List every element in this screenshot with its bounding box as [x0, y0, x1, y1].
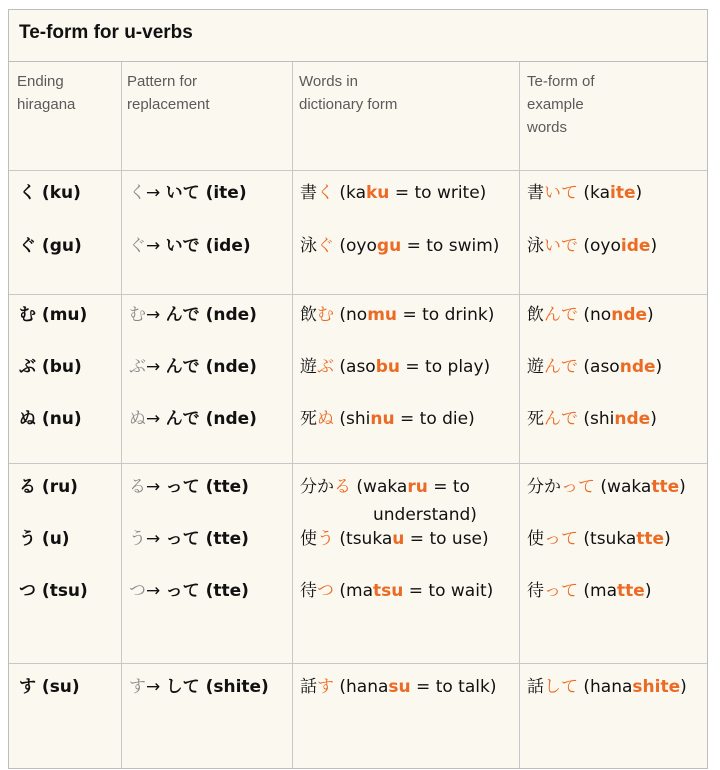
dictionary-kanji: 死: [300, 409, 317, 429]
pattern-cell: [129, 235, 251, 257]
dictionary-meaning: = to: [427, 477, 470, 497]
arrow-icon: →: [146, 581, 166, 601]
dictionary-kanji: 待: [300, 581, 317, 601]
ending-romaji: (su): [36, 677, 80, 697]
pattern-cell: [129, 476, 249, 498]
te-form-romaji: (waka: [595, 477, 652, 497]
pattern-romaji: (ite): [199, 183, 247, 203]
pattern-source-kana: う: [129, 529, 146, 549]
dictionary-meaning: = to write): [389, 183, 487, 203]
dictionary-ending: る: [334, 477, 351, 497]
pattern-source-kana: く: [129, 183, 146, 203]
te-form-cell: [527, 182, 642, 204]
te-form-romaji: (ma: [578, 581, 618, 601]
dictionary-cell: [300, 182, 486, 204]
pattern-source-kana: る: [129, 477, 146, 497]
dictionary-romaji-highlight: gu: [376, 236, 402, 256]
te-form-kanji: 泳: [527, 236, 544, 256]
te-form-ending: って: [561, 477, 595, 497]
dictionary-romaji: (no: [334, 305, 368, 325]
ending-kana: つ: [19, 581, 36, 601]
te-form-romaji-close: ): [650, 236, 658, 256]
te-form-romaji-highlight: tte: [636, 529, 665, 549]
ending-cell: [19, 528, 70, 550]
te-form-romaji-highlight: tte: [617, 581, 645, 601]
dictionary-meaning: = to use): [404, 529, 489, 549]
pattern-source-kana: ぶ: [129, 357, 146, 377]
te-form-ending: んで: [544, 357, 578, 377]
dictionary-kanji: 使: [300, 529, 317, 549]
te-form-kanji: 待: [527, 581, 544, 601]
dictionary-kanji: 泳: [300, 236, 317, 256]
dictionary-meaning: = to talk): [410, 677, 497, 697]
pattern-romaji: (tte): [199, 529, 249, 549]
row-divider: [9, 170, 707, 171]
pattern-romaji: (tte): [199, 581, 249, 601]
header-dictionary-form: Words in dictionary form: [299, 73, 398, 113]
pattern-romaji: (nde): [199, 305, 257, 325]
te-form-kanji: 死: [527, 409, 544, 429]
table-title-row: [9, 10, 707, 62]
ending-cell: [19, 408, 82, 430]
arrow-icon: →: [146, 357, 166, 377]
pattern-te-kana: いて: [165, 183, 200, 203]
dictionary-kanji: 遊: [300, 357, 317, 377]
te-form-cell: [527, 580, 651, 602]
te-form-cell: [527, 235, 657, 257]
dictionary-romaji: (ka: [334, 183, 366, 203]
te-form-romaji-close: ): [679, 477, 686, 497]
pattern-source-kana: む: [129, 305, 146, 325]
row-divider: [9, 463, 707, 464]
pattern-source-kana: す: [129, 677, 146, 697]
dictionary-cell: [300, 676, 496, 698]
ending-romaji: (ru): [36, 477, 78, 497]
ending-kana: ぶ: [19, 357, 36, 377]
dictionary-cell: [300, 528, 489, 550]
dictionary-kanji: 話: [300, 677, 317, 697]
dictionary-kanji: 飲: [300, 305, 317, 325]
dictionary-ending: む: [317, 305, 334, 325]
te-form-ending: って: [544, 581, 578, 601]
header-pattern: Pattern for replacement: [127, 73, 210, 113]
dictionary-cell: [300, 580, 493, 602]
header-ending-hiragana: Ending hiragana: [17, 73, 76, 113]
ending-romaji: (ku): [36, 183, 81, 203]
dictionary-romaji: (hana: [334, 677, 389, 697]
dictionary-meaning: = to swim): [401, 236, 500, 256]
te-form-romaji-close: ): [647, 305, 654, 325]
pattern-te-kana: って: [165, 581, 200, 601]
te-form-ending: いて: [544, 183, 578, 203]
dictionary-romaji-highlight: tsu: [373, 581, 404, 601]
pattern-te-kana: んで: [165, 305, 200, 325]
dictionary-kanji: 書: [300, 183, 317, 203]
dictionary-romaji-highlight: u: [392, 529, 405, 549]
dictionary-romaji-highlight: nu: [370, 409, 395, 429]
ending-kana: る: [19, 477, 36, 497]
dictionary-ending: ぬ: [317, 409, 334, 429]
pattern-cell: [129, 580, 249, 602]
table-title: Te-form for u-verbs: [19, 22, 193, 43]
te-form-kanji: 遊: [527, 357, 544, 377]
dictionary-cell: [300, 235, 499, 257]
ending-cell: [19, 304, 87, 326]
row-divider: [9, 294, 707, 295]
te-form-romaji-highlight: nde: [611, 305, 648, 325]
te-form-ending: して: [544, 677, 578, 697]
te-form-romaji-highlight: ite: [610, 183, 636, 203]
dictionary-ending: く: [317, 183, 334, 203]
dictionary-romaji: (waka: [351, 477, 408, 497]
ending-kana: ぐ: [19, 236, 36, 256]
dictionary-romaji: (tsuka: [334, 529, 393, 549]
ending-kana: む: [19, 305, 36, 325]
arrow-icon: →: [146, 677, 166, 697]
ending-cell: [19, 182, 81, 204]
pattern-romaji: (nde): [199, 357, 257, 377]
te-form-kanji: 分か: [527, 477, 561, 497]
pattern-romaji: (shite): [199, 677, 269, 697]
dictionary-romaji-highlight: bu: [375, 357, 400, 377]
dictionary-ending: ぐ: [317, 236, 334, 256]
arrow-icon: →: [146, 477, 166, 497]
ending-romaji: (nu): [36, 409, 82, 429]
te-form-romaji: (oyo: [578, 236, 621, 256]
pattern-te-kana: いで: [165, 236, 200, 256]
te-form-romaji-highlight: ide: [620, 236, 651, 256]
te-form-romaji-close: ): [644, 581, 652, 601]
te-form-romaji: (ka: [578, 183, 610, 203]
pattern-cell: [129, 408, 257, 430]
te-form-romaji: (hana: [578, 677, 633, 697]
ending-cell: [19, 476, 78, 498]
ending-kana: す: [19, 677, 36, 697]
dictionary-ending: う: [317, 529, 334, 549]
pattern-source-kana: ぐ: [129, 236, 146, 256]
arrow-icon: →: [146, 529, 166, 549]
dictionary-romaji: (ma: [334, 581, 374, 601]
te-form-romaji-close: ): [655, 357, 663, 377]
dictionary-meaning: = to drink): [397, 305, 495, 325]
pattern-te-kana: って: [165, 477, 200, 497]
dictionary-cell: [300, 304, 494, 326]
pattern-cell: [129, 676, 269, 698]
ending-romaji: (tsu): [36, 581, 88, 601]
pattern-te-kana: んで: [165, 409, 200, 429]
dictionary-romaji-highlight: ru: [407, 477, 428, 497]
te-form-romaji-close: ): [635, 183, 643, 203]
pattern-cell: [129, 356, 257, 378]
dictionary-romaji-highlight: su: [388, 677, 411, 697]
te-form-romaji-highlight: tte: [651, 477, 680, 497]
arrow-icon: →: [146, 183, 166, 203]
dictionary-kanji: 分か: [300, 477, 334, 497]
te-form-ending: んで: [544, 409, 578, 429]
te-form-cell: [527, 356, 662, 378]
te-form-kanji: 飲: [527, 305, 544, 325]
dictionary-cell: [300, 356, 490, 378]
ending-cell: [19, 676, 80, 698]
dictionary-meaning: = to die): [394, 409, 475, 429]
dictionary-meaning: = to wait): [403, 581, 494, 601]
meaning-continuation: understand): [373, 505, 477, 525]
dictionary-ending: つ: [317, 581, 334, 601]
ending-kana: ぬ: [19, 409, 36, 429]
dictionary-romaji: (aso: [334, 357, 376, 377]
ending-cell: [19, 235, 82, 257]
dictionary-romaji: (oyo: [334, 236, 377, 256]
ending-romaji: (mu): [36, 305, 88, 325]
dictionary-cell: [300, 408, 475, 430]
te-form-kanji: 書: [527, 183, 544, 203]
te-form-table: [8, 9, 708, 769]
te-form-romaji-close: ): [680, 677, 687, 697]
arrow-icon: →: [146, 305, 166, 325]
te-form-ending: んで: [544, 305, 578, 325]
te-form-romaji: (tsuka: [578, 529, 637, 549]
te-form-kanji: 使: [527, 529, 544, 549]
dictionary-romaji: (shi: [334, 409, 371, 429]
te-form-romaji-highlight: shite: [632, 677, 681, 697]
te-form-romaji-highlight: nde: [619, 357, 656, 377]
ending-romaji: (u): [36, 529, 70, 549]
dictionary-meaning: = to play): [400, 357, 491, 377]
te-form-romaji: (aso: [578, 357, 620, 377]
ending-romaji: (bu): [36, 357, 82, 377]
pattern-romaji: (tte): [199, 477, 249, 497]
pattern-cell: [129, 528, 249, 550]
te-form-romaji: (no: [578, 305, 612, 325]
dictionary-cell: [300, 476, 470, 498]
pattern-te-kana: んで: [165, 357, 200, 377]
dictionary-romaji-highlight: ku: [366, 183, 390, 203]
pattern-te-kana: して: [165, 677, 200, 697]
pattern-source-kana: ぬ: [129, 409, 146, 429]
te-form-romaji-close: ): [650, 409, 657, 429]
arrow-icon: →: [146, 409, 166, 429]
arrow-icon: →: [146, 236, 166, 256]
te-form-cell: [527, 676, 687, 698]
pattern-te-kana: って: [165, 529, 200, 549]
dictionary-ending: ぶ: [317, 357, 334, 377]
te-form-ending: いで: [544, 236, 578, 256]
row-divider: [9, 663, 707, 664]
dictionary-romaji-highlight: mu: [367, 305, 398, 325]
te-form-romaji-close: ): [664, 529, 671, 549]
ending-kana: く: [19, 183, 36, 203]
te-form-romaji: (shi: [578, 409, 615, 429]
te-form-cell: [527, 408, 657, 430]
pattern-romaji: (ide): [199, 236, 251, 256]
te-form-kanji: 話: [527, 677, 544, 697]
te-form-romaji-highlight: nde: [614, 409, 651, 429]
te-form-ending: って: [544, 529, 578, 549]
te-form-cell: [527, 528, 671, 550]
pattern-romaji: (nde): [199, 409, 257, 429]
te-form-cell: [527, 304, 654, 326]
pattern-source-kana: つ: [129, 581, 146, 601]
ending-kana: う: [19, 529, 36, 549]
te-form-cell: [527, 476, 686, 498]
ending-cell: [19, 580, 88, 602]
dictionary-ending: す: [317, 677, 334, 697]
ending-romaji: (gu): [36, 236, 82, 256]
pattern-cell: [129, 182, 247, 204]
header-te-form: Te-form of example words: [527, 73, 595, 136]
pattern-cell: [129, 304, 257, 326]
ending-cell: [19, 356, 82, 378]
